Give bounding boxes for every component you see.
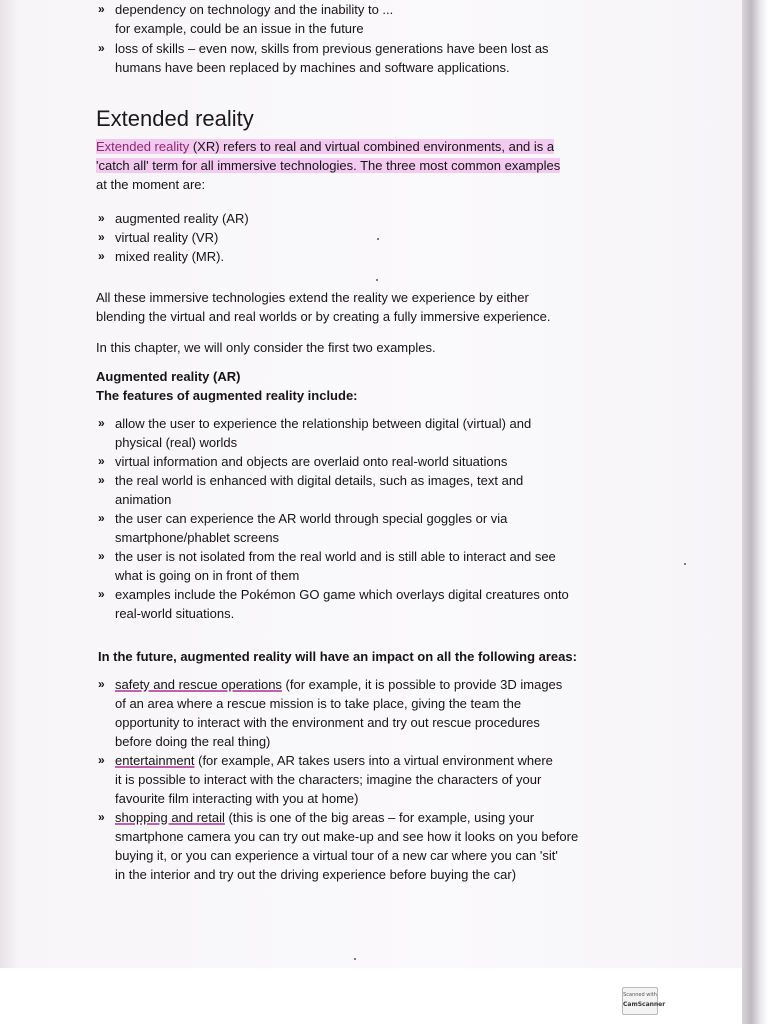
bullet-glyph: » xyxy=(98,549,105,563)
list-item-text: it is possible to interact with the characters; imagine the characters of your xyxy=(115,772,542,787)
list-item-text: smartphone camera you can try out make-up and see how it looks on you before xyxy=(115,829,579,844)
list-item xyxy=(96,39,616,77)
list-item xyxy=(96,808,616,884)
scan-speck xyxy=(377,238,379,240)
list-item xyxy=(96,675,616,751)
intro-text: (XR) refers to real and virtual combined environments, and is a xyxy=(189,139,555,154)
list-item-text: virtual information and objects are overlaid onto real-world situations xyxy=(115,454,508,469)
list-item-text: favourite film interacting with you at home) xyxy=(115,791,359,806)
list-item-text: in the interior and try out the driving experience before buying the car) xyxy=(115,867,517,882)
top-bullet-list xyxy=(96,0,616,77)
list-item xyxy=(96,228,616,247)
scanner-logo: CamScanner xyxy=(623,1001,666,1008)
bullet-glyph: » xyxy=(98,230,105,244)
list-item xyxy=(96,751,616,808)
bullet-glyph: » xyxy=(98,416,105,430)
ar-features-list xyxy=(96,414,616,623)
list-item-text: physical (real) worlds xyxy=(115,435,238,450)
list-item-text: the user can experience the AR world through special goggles or via xyxy=(115,511,508,526)
area-term: shopping and retail xyxy=(115,810,225,825)
bullet-glyph: » xyxy=(98,810,105,824)
bullet-glyph: » xyxy=(98,41,105,55)
page-spine-edge xyxy=(742,0,768,1024)
list-item-text: humans have been replaced by machines and software applications. xyxy=(115,60,510,75)
list-item-text: for example, could be an issue in the future xyxy=(115,21,364,36)
list-item xyxy=(96,471,616,509)
list-item xyxy=(96,509,616,547)
list-item-text: what is going on in front of them xyxy=(115,568,300,583)
list-item-text: (this is one of the big areas – for example, using your xyxy=(224,810,535,825)
bullet-glyph: » xyxy=(98,753,105,767)
scanner-watermark-caption: Scanned with xyxy=(623,992,657,998)
scanner-watermark xyxy=(622,987,666,1015)
highlighted-term: Extended reality xyxy=(96,139,190,154)
intro-text: 'catch all' term for all immersive technologies. The three most common examples xyxy=(96,158,561,173)
scan-speck xyxy=(376,279,378,281)
list-item-text: opportunity to interact with the environment and try out rescue procedures xyxy=(115,715,540,730)
list-item-text: loss of skills – even now, skills from previous generations have been lost as xyxy=(115,41,549,56)
bullet-glyph: » xyxy=(98,2,105,16)
list-item-text: animation xyxy=(115,492,172,507)
paragraph-line: blending the virtual and real worlds or by creating a fully immersive experience. xyxy=(96,309,551,324)
list-item-text: examples include the Pokémon GO game which overlays digital creatures onto xyxy=(115,587,569,602)
paragraph-line: All these immersive technologies extend the reality we experience by either xyxy=(96,290,529,305)
ar-features-heading: The features of augmented reality include: xyxy=(96,388,358,403)
list-item-text: augmented reality (AR) xyxy=(115,211,249,226)
list-item xyxy=(96,209,616,228)
list-item xyxy=(96,247,616,266)
list-item-text: mixed reality (MR). xyxy=(115,249,225,264)
list-item-text: the real world is enhanced with digital details, such as images, text and xyxy=(115,473,524,488)
bullet-glyph: » xyxy=(98,454,105,468)
bullet-glyph: » xyxy=(98,511,105,525)
bullet-glyph: » xyxy=(98,587,105,601)
list-item-text: of an area where a rescue mission is to take place, giving the team the xyxy=(115,696,522,711)
list-item xyxy=(96,0,616,38)
list-item-text: allow the user to experience the relationship between digital (virtual) and xyxy=(115,416,532,431)
future-impact-heading: In the future, augmented reality will have an impact on all the following areas: xyxy=(98,649,577,664)
list-item-text: real-world situations. xyxy=(115,606,235,621)
future-areas-list xyxy=(96,675,616,884)
chapter-scope-paragraph: In this chapter, we will only consider the first two examples. xyxy=(96,340,436,355)
bullet-glyph: » xyxy=(98,211,105,225)
bullet-glyph: » xyxy=(98,249,105,263)
ar-subheading: Augmented reality (AR) xyxy=(96,369,241,384)
list-item-text: (for example, AR takes users into a virtual environment where xyxy=(194,753,553,768)
list-item-text: the user is not isolated from the real world and is still able to interact and see xyxy=(115,549,556,564)
bullet-glyph: » xyxy=(98,677,105,691)
section-heading: Extended reality xyxy=(96,106,254,131)
scan-speck xyxy=(354,958,356,960)
list-item xyxy=(96,452,616,471)
list-item xyxy=(96,585,616,623)
list-item-text: (for example, it is possible to provide 3D images xyxy=(281,677,563,692)
area-term: safety and rescue operations xyxy=(115,677,282,692)
immersive-paragraph xyxy=(96,288,616,326)
intro-paragraph xyxy=(96,137,616,194)
xr-examples-list xyxy=(96,209,616,266)
list-item-text: virtual reality (VR) xyxy=(115,230,219,245)
list-item xyxy=(96,547,616,585)
list-item-text: buying it, or you can experience a virtual tour of a new car where you can 'sit' xyxy=(115,848,558,863)
list-item-text: dependency on technology and the inability to ... xyxy=(115,2,394,17)
intro-text: at the moment are: xyxy=(96,177,206,192)
list-item xyxy=(96,414,616,452)
scan-speck xyxy=(684,563,686,565)
bullet-glyph: » xyxy=(98,473,105,487)
area-term: entertainment xyxy=(115,753,195,768)
list-item-text: smartphone/phablet screens xyxy=(115,530,280,545)
list-item-text: before doing the real thing) xyxy=(115,734,271,749)
